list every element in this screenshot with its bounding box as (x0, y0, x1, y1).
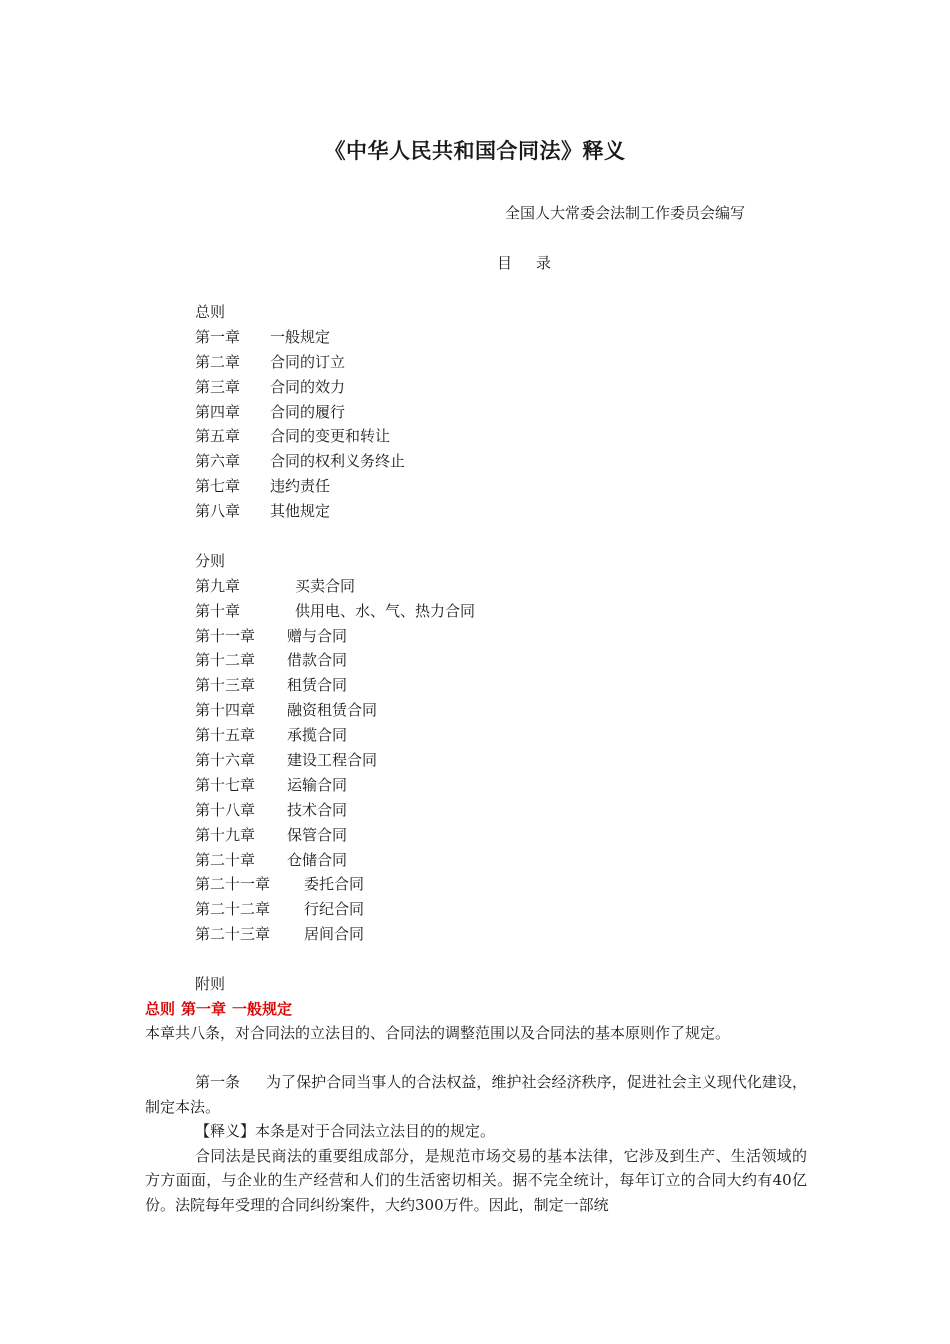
toc-chapter-number: 第十四章 (195, 701, 256, 720)
toc-entry (195, 648, 475, 673)
chapter-intro: 本章共八条，对合同法的立法目的、合同法的调整范围以及合同法的基本原则作了规定。 (145, 1024, 731, 1042)
toc-chapter-number: 第十六章 (195, 751, 256, 770)
toc-chapter-name: 委托合同 (304, 875, 365, 894)
toc-chapter-number: 第五章 (195, 427, 241, 446)
toc-chapter-name: 赠与合同 (287, 626, 348, 645)
article-text: 为了保护合同当事人的合法权益，维护社会经济秩序，促进社会主义现代化建设，制定本法。 (145, 1073, 807, 1116)
chapter-body (145, 1021, 807, 1217)
toc-section-specific: 分则 (195, 551, 226, 570)
toc-entry (195, 350, 475, 375)
toc-section-general: 总则 (195, 303, 226, 321)
toc-chapter-number: 第四章 (195, 402, 241, 421)
chapter-heading (145, 997, 292, 1021)
toc-entry (195, 673, 475, 698)
toc-entry (195, 449, 475, 474)
toc-entry (195, 848, 475, 873)
toc-entry (195, 922, 475, 947)
toc-entry (195, 823, 475, 848)
toc-chapter-name: 仓储合同 (287, 850, 348, 869)
toc-chapter-name: 合同的效力 (270, 377, 346, 396)
toc-entry (195, 599, 475, 624)
toc-chapter-name: 供用电、水、气、热力合同 (295, 601, 476, 620)
toc-chapter-name: 融资租赁合同 (287, 701, 378, 720)
toc-entry (195, 624, 475, 649)
toc-heading-char-1: 目 (497, 254, 513, 272)
toc-spacer (195, 524, 475, 549)
toc-entry (195, 798, 475, 823)
toc-chapter-name: 合同的订立 (270, 352, 346, 371)
toc-chapter-name: 合同的权利义务终止 (270, 452, 406, 471)
toc-chapter-number: 第十一章 (195, 626, 256, 645)
paragraph-spacer (145, 1046, 807, 1071)
toc-heading (497, 252, 551, 274)
toc-chapter-number: 第十七章 (195, 775, 256, 794)
toc-chapter-number: 第十五章 (195, 726, 256, 745)
interpretation-line: 【释义】本条是对于合同法立法目的的规定。 (195, 1122, 496, 1140)
heading-chapter: 第一章 (181, 1000, 227, 1018)
toc-spacer (195, 947, 475, 972)
toc-chapter-number: 第六章 (195, 452, 241, 471)
toc-chapter-name: 居间合同 (304, 925, 365, 944)
article-number: 第一条 (195, 1073, 241, 1091)
toc-chapter-name: 行纪合同 (304, 900, 365, 919)
toc-entry (195, 474, 475, 499)
toc-entry (195, 698, 475, 723)
toc-entry (195, 748, 475, 773)
toc-chapter-number: 第二十三章 (195, 925, 271, 944)
toc-entry (195, 574, 475, 599)
toc-chapter-number: 第十八章 (195, 800, 256, 819)
toc-chapter-name: 合同的变更和转让 (270, 427, 391, 446)
toc-entry (195, 424, 475, 449)
toc-entry (195, 375, 475, 400)
heading-part: 总则 (145, 1000, 176, 1018)
toc-chapter-name: 建设工程合同 (287, 751, 378, 770)
toc-chapter-name: 承揽合同 (287, 726, 348, 745)
toc-chapter-name: 买卖合同 (295, 576, 356, 595)
toc-chapter-name: 技术合同 (287, 800, 348, 819)
toc-entry (195, 400, 475, 425)
table-of-contents (195, 300, 475, 997)
toc-entry (195, 325, 475, 350)
toc-chapter-number: 第二十章 (195, 850, 256, 869)
toc-chapter-name: 一般规定 (270, 327, 331, 346)
toc-entry (195, 723, 475, 748)
toc-entry (195, 872, 475, 897)
toc-chapter-number: 第一章 (195, 327, 241, 346)
toc-chapter-name: 运输合同 (287, 775, 348, 794)
toc-chapter-name: 违约责任 (270, 477, 331, 496)
toc-chapter-number: 第七章 (195, 477, 241, 496)
toc-chapter-number: 第十三章 (195, 676, 256, 695)
article-one (145, 1070, 807, 1119)
toc-chapter-number: 第八章 (195, 502, 241, 521)
toc-chapter-number: 第九章 (195, 576, 241, 595)
toc-entry (195, 897, 475, 922)
toc-section-supplementary: 附则 (195, 975, 226, 994)
toc-chapter-name: 借款合同 (287, 651, 348, 670)
toc-chapter-number: 第三章 (195, 377, 241, 396)
document-author: 全国人大常委会法制工作委员会编写 (505, 204, 746, 222)
toc-chapter-number: 第十九章 (195, 825, 256, 844)
document-title: 《中华人民共和国合同法》释义 (324, 139, 626, 163)
toc-entry (195, 499, 475, 524)
toc-chapter-name: 保管合同 (287, 825, 348, 844)
toc-entry (195, 773, 475, 798)
body-paragraph: 合同法是民商法的重要组成部分，是规范市场交易的基本法律，它涉及到生产、生活领域的方方面面，与企业的生产经营和人们的生活密切相关。据不完全统计，每年订立的合同大约有40亿份。法院每年受理的合同纠纷案件，大约300万件。因此，制定一部统 (145, 1146, 807, 1214)
toc-chapter-number: 第二十一章 (195, 875, 271, 894)
toc-chapter-number: 第二十二章 (195, 900, 271, 919)
toc-chapter-name: 其他规定 (270, 502, 331, 521)
heading-title: 一般规定 (232, 1000, 293, 1018)
toc-chapter-number: 第十章 (195, 601, 241, 620)
toc-chapter-name: 租赁合同 (287, 676, 348, 695)
toc-chapter-number: 第二章 (195, 352, 241, 371)
toc-chapter-number: 第十二章 (195, 651, 256, 670)
toc-heading-char-2: 录 (536, 254, 552, 272)
toc-chapter-name: 合同的履行 (270, 402, 346, 421)
